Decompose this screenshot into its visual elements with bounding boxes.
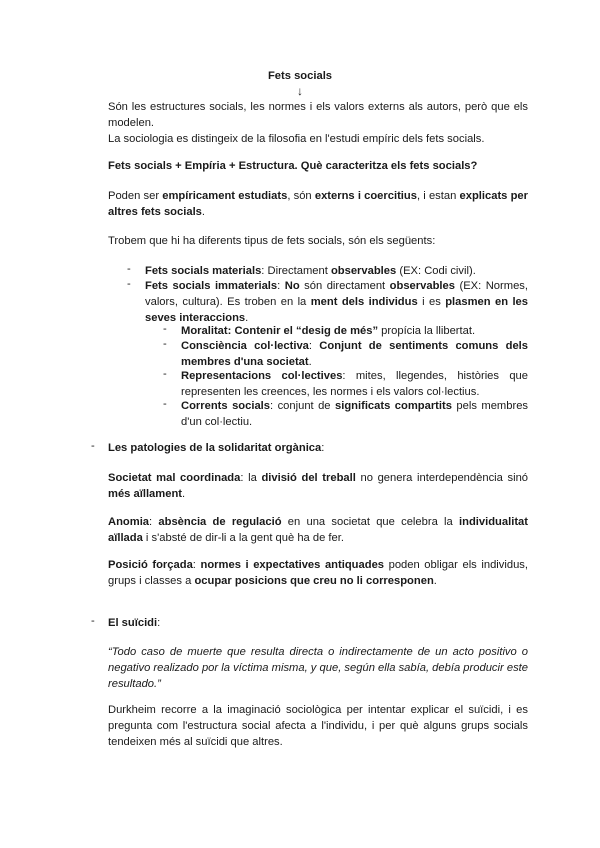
- text: :: [277, 280, 285, 292]
- text: .: [433, 575, 437, 587]
- section-question: Fets socials + Empíria + Estructura. Què caracteritza els fets socials?: [108, 160, 478, 172]
- societat-paragraph: [108, 470, 528, 502]
- sublist-dash: -: [163, 368, 167, 380]
- bold-text: El suïcidi: [108, 617, 158, 629]
- section-dash: -: [91, 440, 95, 452]
- bold-text: externs i coercitius: [314, 190, 417, 202]
- text: :: [308, 340, 320, 352]
- suicidi-quote: [108, 644, 528, 692]
- bold-text: individualitat: [459, 516, 528, 528]
- bold-text: més aïllament: [108, 488, 182, 500]
- bold-text: seves interaccions: [145, 312, 246, 324]
- text: representen les creences, les normes i els valors col·lectius.: [181, 386, 480, 398]
- text: són directament: [299, 280, 390, 292]
- text: :: [192, 559, 201, 571]
- text: : Directament: [261, 265, 331, 277]
- characteristics-line: [108, 188, 528, 204]
- bold-text: Fets socials immaterials: [145, 280, 278, 292]
- intro-line: La sociologia es distingeix de la filosofia en l'estudi empíric dels fets socials.: [108, 133, 485, 145]
- bold-text: ment dels individus: [310, 296, 418, 308]
- anomia-paragraph: [108, 514, 528, 546]
- bold-text: normes i expectatives antiquades: [200, 559, 385, 571]
- list-dash: -: [127, 278, 131, 290]
- bold-text: Representacions col·lectives: [181, 370, 343, 382]
- bold-text: ocupar posicions que creu no li corresponen: [194, 575, 434, 587]
- list-dash: -: [127, 263, 131, 275]
- text: .: [201, 206, 206, 218]
- bold-text: Conjunt de sentiments comuns dels: [319, 340, 529, 352]
- bold-text: significats compartits: [334, 400, 452, 412]
- list-item-material: [145, 263, 528, 279]
- text: i es: [417, 296, 446, 308]
- text: propícia la llibertat.: [378, 325, 476, 337]
- characteristics-paragraph: [108, 188, 528, 220]
- section-dash: -: [91, 615, 95, 627]
- text: grups i classes a: [108, 575, 195, 587]
- patologies-heading: [108, 440, 324, 456]
- sublist-item-consciencia: [181, 338, 528, 370]
- text: :: [321, 442, 325, 454]
- bold-text: empíricament estudiats: [162, 190, 288, 202]
- bold-text: observables: [330, 265, 397, 277]
- text-line: tendeixen més al suïcidi que altres.: [108, 736, 283, 748]
- bold-text: membres d'una societat: [181, 356, 309, 368]
- list-item-immaterial: [145, 278, 528, 326]
- characteristics-line: [108, 204, 528, 220]
- down-arrow-icon: ↓: [297, 84, 303, 98]
- text: valors, cultura). Es troben en la: [145, 296, 311, 308]
- sublist-dash: -: [163, 338, 167, 350]
- bold-text: observables: [389, 280, 455, 292]
- text: :: [149, 516, 159, 528]
- types-intro: Trobem que hi ha diferents tipus de fets socials, són els següents:: [108, 235, 436, 247]
- sublist-item-representacions: [181, 368, 528, 400]
- sublist-item-corrents: [181, 398, 528, 430]
- bold-text: divisió del treball: [261, 472, 356, 484]
- text: : conjunt de: [270, 400, 335, 412]
- bold-text: Anomia: [108, 516, 150, 528]
- bold-text: Corrents socials: [181, 400, 271, 412]
- text: : la: [240, 472, 262, 484]
- durkheim-paragraph: [108, 702, 528, 750]
- text: (EX: Codi civil).: [396, 265, 476, 277]
- text: pels membres: [451, 400, 529, 412]
- bold-text: Consciència col·lectiva: [181, 340, 309, 352]
- text: .: [308, 356, 312, 368]
- quote-line: resultado.”: [108, 678, 161, 690]
- bold-text: aïllada: [108, 532, 143, 544]
- text: .: [182, 488, 186, 500]
- sublist-dash: -: [163, 398, 167, 410]
- bold-text: Les patologies de la solidaritat orgànica: [108, 442, 322, 454]
- sublist-dash: -: [163, 323, 167, 335]
- bold-text: explicats per: [459, 190, 528, 202]
- quote-line: “Todo caso de muerte que resulta directa o indirectamente de un acto positivo o: [108, 646, 528, 658]
- text: no genera interdependència sinó: [355, 472, 529, 484]
- bold-text: Posició forçada: [108, 559, 193, 571]
- bold-text: Moralitat: [181, 325, 228, 337]
- text-line: pregunta com l'estructura social afecta a l'individu, i per què alguns grups socials: [108, 720, 528, 732]
- text: .: [245, 312, 249, 324]
- text: i s'absté de dir-li a la gent què ha de fer.: [142, 532, 344, 544]
- text: Poden ser: [108, 190, 163, 202]
- sublist-item-moralitat: [181, 323, 528, 339]
- text: en una societat que celebra la: [281, 516, 459, 528]
- text: , són: [287, 190, 315, 202]
- intro-line: Són les estructures socials, les normes i els valors externs als autors, però que els: [108, 101, 528, 113]
- bold-text: altres fets socials: [108, 206, 202, 218]
- quote-line: negativo realizado por la víctima misma, y que, según ella sabía, debía producir este: [108, 662, 528, 674]
- text: (EX: Normes,: [454, 280, 528, 292]
- bold-text: plasmen en les: [445, 296, 528, 308]
- text-line: Durkheim recorre a la imaginació sociològica per intentar explicar el suïcidi, i es: [108, 704, 528, 716]
- bold-text: Fets socials materials: [145, 265, 262, 277]
- text: d'un col·lectiu.: [181, 416, 253, 428]
- bold-text: : Contenir el “desig de més”: [227, 325, 379, 337]
- posicio-paragraph: [108, 557, 528, 589]
- bold-text: Societat mal coordinada: [108, 472, 241, 484]
- text: : mites, llegendes, històries que: [342, 370, 528, 382]
- page-title: Fets socials: [267, 70, 333, 82]
- intro-line: modelen.: [108, 117, 155, 129]
- text: :: [157, 617, 161, 629]
- bold-text: No: [284, 280, 300, 292]
- bold-text: absència de regulació: [158, 516, 282, 528]
- intro-paragraph: [108, 99, 528, 147]
- text: poden obligar els individus,: [384, 559, 529, 571]
- text: , i estan: [416, 190, 460, 202]
- suicidi-heading: [108, 615, 160, 631]
